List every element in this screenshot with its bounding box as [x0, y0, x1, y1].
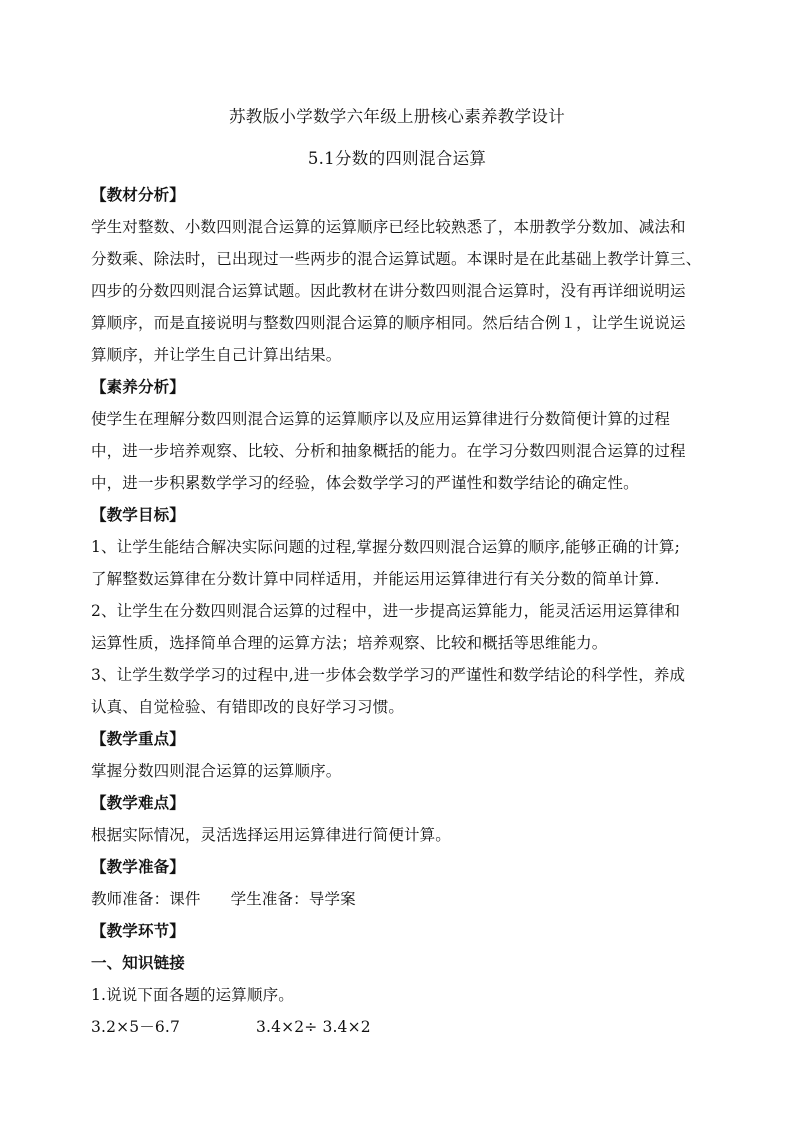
- expression-2: 3.4×2÷ 3.4×2: [256, 1018, 371, 1036]
- paragraph-line: 算顺序，并让学生自己计算出结果。: [91, 346, 342, 364]
- paragraph-line: 了解整数运算律在分数计算中同样适用，并能运用运算律进行有关分数的简单计算.: [91, 570, 660, 588]
- paragraph-line: 运算性质，选择简单合理的运算方法；培养观察、比较和概括等思维能力。: [91, 634, 608, 652]
- paragraph-line: 中，进一步积累数学学习的经验，体会数学学习的严谨性和数学结论的确定性。: [91, 474, 639, 492]
- subsection-knowledge-link: 一、知识链接: [91, 953, 185, 972]
- document-subtitle: 5.1分数的四则混合运算: [307, 149, 487, 168]
- paragraph-line: 使学生在理解分数四则混合运算的运算顺序以及应用运算律进行分数简便计算的过程: [91, 410, 671, 428]
- section-heading-literacy-analysis: 【素养分析】: [91, 377, 185, 396]
- question-line: 1.说说下面各题的运算顺序。: [91, 986, 294, 1004]
- paragraph-line: 学生对整数、小数四则混合运算的运算顺序已经比较熟悉了，本册教学分数加、减法和: [91, 218, 686, 236]
- paragraph-line: 1、让学生能结合解决实际问题的过程,掌握分数四则混合运算的顺序,能够正确的计算;: [91, 538, 680, 556]
- document-title: 苏教版小学数学六年级上册核心素养教学设计: [229, 107, 565, 126]
- paragraph-line: 四步的分数四则混合运算试题。因此教材在讲分数四则混合运算时，没有再详细说明运: [91, 282, 686, 300]
- student-preparation: 学生准备：导学案: [230, 890, 356, 908]
- section-heading-textbook-analysis: 【教材分析】: [91, 185, 185, 204]
- preparation-line: [91, 889, 711, 909]
- section-heading-teaching-process: 【教学环节】: [91, 921, 185, 940]
- teacher-preparation: 教师准备：课件: [91, 890, 201, 908]
- paragraph-line: 3、让学生数学学习的过程中,进一步体会数学学习的严谨性和数学结论的科学性，养成: [91, 666, 686, 684]
- paragraph-line: 中，进一步培养观察、比较、分析和抽象概括的能力。在学习分数四则混合运算的过程: [91, 442, 686, 460]
- paragraph-line: 认真、自觉检验、有错即改的良好学习习惯。: [91, 698, 405, 716]
- paragraph-line: 根据实际情况，灵活选择运用运算律进行简便计算。: [91, 826, 451, 844]
- expression-1: 3.2×5－6.7: [91, 1018, 180, 1036]
- section-heading-key-points: 【教学重点】: [91, 729, 185, 748]
- section-heading-preparation: 【教学准备】: [91, 857, 185, 876]
- section-heading-difficulties: 【教学难点】: [91, 793, 185, 812]
- paragraph-line: 分数乘、除法时，已出现过一些两步的混合运算试题。本课时是在此基础上教学计算三、: [91, 250, 702, 268]
- paragraph-line: 掌握分数四则混合运算的运算顺序。: [91, 762, 342, 780]
- section-heading-teaching-goals: 【教学目标】: [91, 505, 185, 524]
- paragraph-line: 2、让学生在分数四则混合运算的过程中，进一步提高运算能力，能灵活运用运算律和: [91, 602, 681, 620]
- expression-line: [91, 1017, 711, 1037]
- paragraph-line: 算顺序，而是直接说明与整数四则混合运算的顺序相同。然后结合例１，让学生说说运: [91, 314, 686, 332]
